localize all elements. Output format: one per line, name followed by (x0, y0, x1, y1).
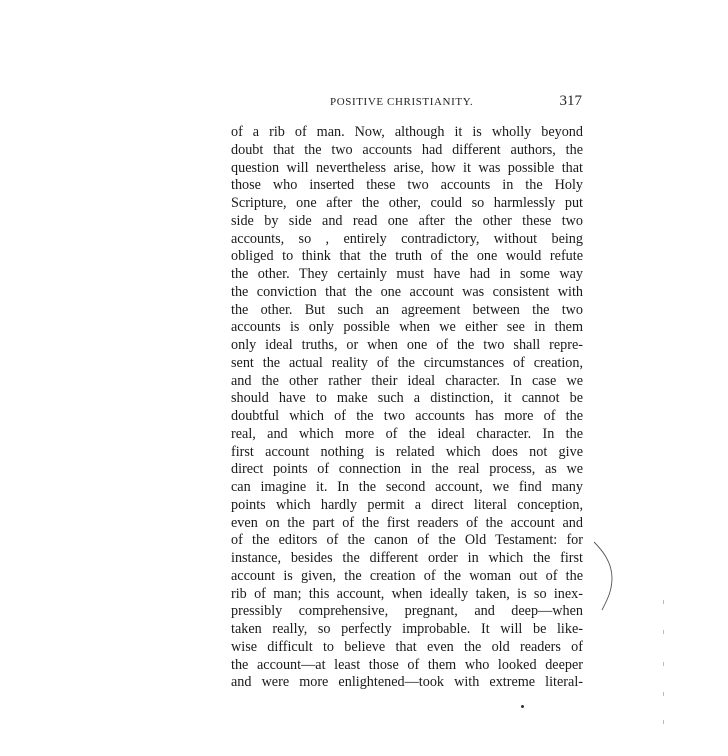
text-line: even on the part of the first readers of the account and (231, 514, 583, 531)
text-line: doubt that the two accounts had different authors, the (231, 141, 583, 158)
text-line: real, and which more of the ideal character. In the (231, 425, 583, 442)
text-line: the other. They certainly must have had in some way (231, 266, 583, 282)
text-line: the account—at least those of them who looked deeper (231, 656, 583, 673)
text-line: pressibly comprehensive, pregnant, and deep—when (231, 603, 583, 620)
text-line: question will nevertheless arise, how it was possible that (231, 159, 583, 176)
text-line: obliged to think that the truth of the one would refute (231, 248, 583, 265)
running-title: POSITIVE CHRISTIANITY. (330, 96, 474, 108)
text-line: first account nothing is related which does not give (231, 443, 583, 460)
text-line: and the other rather their ideal character. In case we (231, 372, 583, 389)
text-line: taken really, so perfectly improbable. It will be like- (231, 621, 583, 637)
text-line: can imagine it. In the second account, we find many (231, 479, 583, 495)
text-line: the other. But such an agreement between the two (231, 301, 583, 318)
text-line: of a rib of man. Now, although it is wholly beyond (231, 124, 583, 140)
text-line: the conviction that the one account was consistent with (231, 283, 583, 300)
text-line: rib of man; this account, when ideally taken, is so inex- (231, 585, 583, 602)
text-line: side by side and read one after the other these two (231, 212, 583, 229)
text-line: Scripture, one after the other, could so harmlessly put (231, 195, 583, 211)
margin-bracket-mark (590, 540, 626, 612)
text-line: points which hardly permit a direct literal conception, (231, 496, 583, 513)
body-text (231, 124, 583, 692)
text-line: account is given, the creation of the woman out of the (231, 567, 583, 584)
text-line: should have to make such a distinction, it cannot be (231, 390, 583, 407)
text-line: accounts, so , entirely contradictory, without being (231, 230, 583, 247)
text-line: wise difficult to believe that even the old readers of (231, 638, 583, 655)
page-edge-marks (662, 600, 665, 730)
text-line: doubtful which of the two accounts has more of the (231, 408, 583, 424)
text-line: accounts is only possible when we either see in them (231, 319, 583, 336)
text-line: only ideal truths, or when one of the two shall repre- (231, 337, 583, 353)
text-line: instance, besides the different order in which the first (231, 550, 583, 566)
text-line: those who inserted these two accounts in the Holy (231, 177, 583, 194)
text-line: of the editors of the canon of the Old Testament: for (231, 532, 583, 549)
page-number: 317 (559, 93, 582, 109)
running-head (230, 94, 584, 112)
text-line: direct points of connection in the real process, as we (231, 461, 583, 478)
ink-dot (521, 705, 524, 708)
text-line: and were more enlightened—took with extreme literal- (231, 674, 583, 691)
text-line: sent the actual reality of the circumstances of creation, (231, 354, 583, 371)
